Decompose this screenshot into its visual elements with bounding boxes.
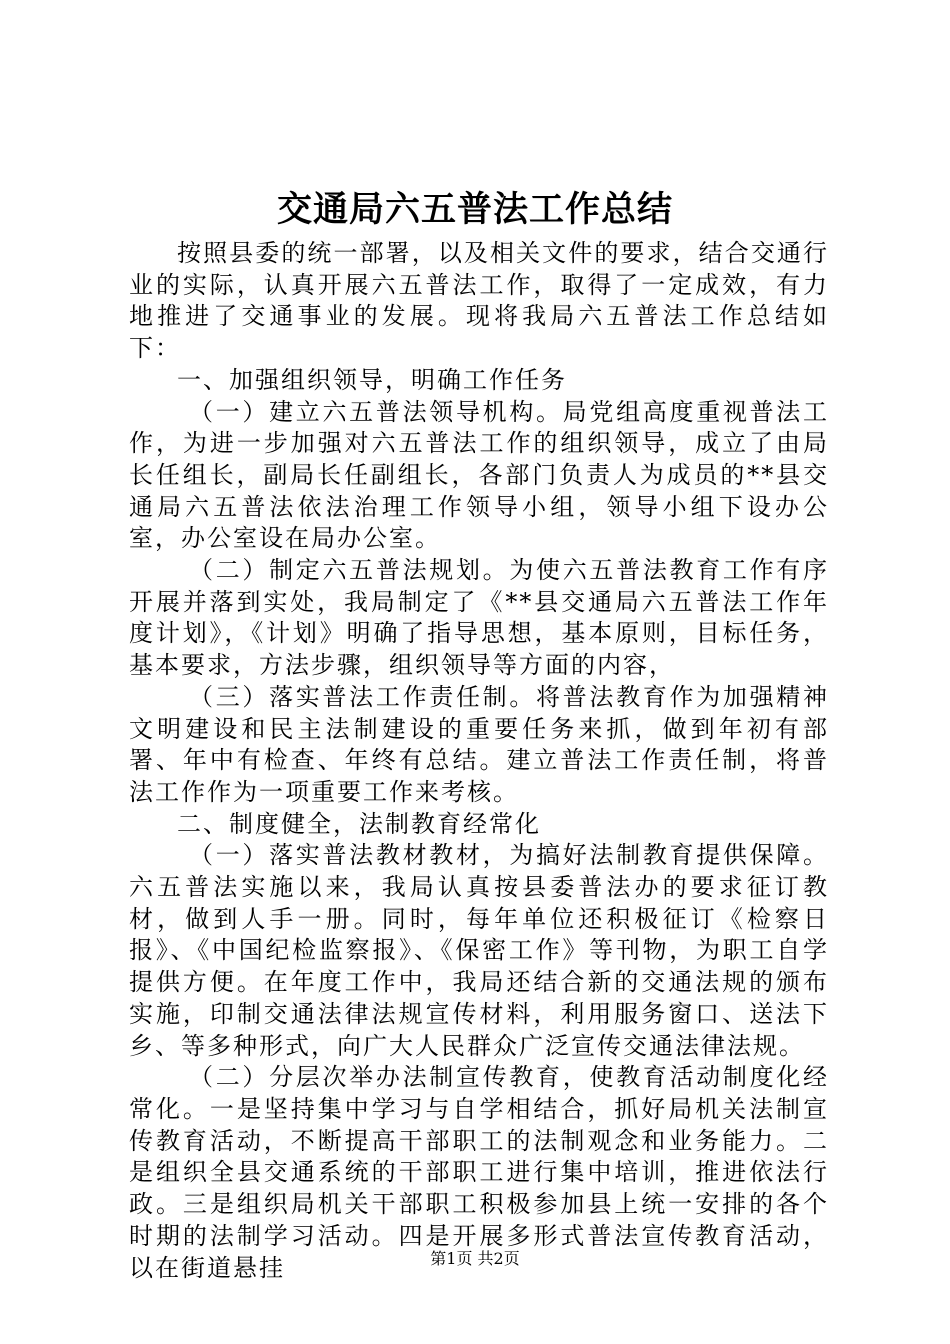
- section-heading-2: 二、制度健全，法制教育经常化: [177, 809, 541, 838]
- paragraph-1-1: （一）建立六五普法领导机构。局党组高度重视普法工作，为进一步加强对六五普法工作的组织领导，成立了由局长任组长，副局长任副组长，各部门负责人为成员的**县交通局六五普法依法治理工作领导小组，领导小组下设办公室，办公室设在局办公室。: [129, 397, 829, 553]
- page-number-footer: 第1页 共2页: [430, 1249, 520, 1268]
- paragraph-2-2: （二）分层次举办法制宣传教育，使教育活动制度化经常化。一是坚持集中学习与自学相结合，抓好局机关法制宣传教育活动，不断提高干部职工的法制观念和业务能力。二是组织全县交通系统的干部职工进行集中培训，推进依法行政。三是组织局机关干部职工积极参加县上统一安排的各个时期的法制学习活动。四是开展多形式普法宣传教育活动，以在街道悬挂: [129, 1063, 829, 1282]
- paragraph-2-1: （一）落实普法教材教材，为搞好法制教育提供保障。六五普法实施以来，我局认真按县委普法办的要求征订教材，做到人手一册。同时，每年单位还积极征订《检察日报》、《中国纪检监察报》、《保密工作》等刊物，为职工自学提供方便。在年度工作中，我局还结合新的交通法规的颁布实施，印制交通法律法规宣传材料，利用服务窗口、送法下乡、等多种形式，向广大人民群众广泛宣传交通法律法规。: [129, 841, 829, 1060]
- intro-paragraph: 按照县委的统一部署，以及相关文件的要求，结合交通行业的实际，认真开展六五普法工作，取得了一定成效，有力地推进了交通事业的发展。现将我局六五普法工作总结如下：: [129, 239, 829, 363]
- document-title: 交通局六五普法工作总结: [276, 189, 673, 230]
- paragraph-1-2: （二）制定六五普法规划。为使六五普法教育工作有序开展并落到实处，我局制定了《**县交通局六五普法工作年度计划》，《计划》明确了指导思想，基本原则，目标任务，基本要求，方法步骤，组织领导等方面的内容，: [129, 556, 829, 680]
- document-body: [129, 238, 829, 1284]
- paragraph-1-3: （三）落实普法工作责任制。将普法教育作为加强精神文明建设和民主法制建设的重要任务来抓，做到年初有部署、年中有检查、年终有总结。建立普法工作责任制，将普法工作作为一项重要工作来考核。: [129, 682, 829, 806]
- section-heading-1: 一、加强组织领导，明确工作任务: [177, 365, 567, 394]
